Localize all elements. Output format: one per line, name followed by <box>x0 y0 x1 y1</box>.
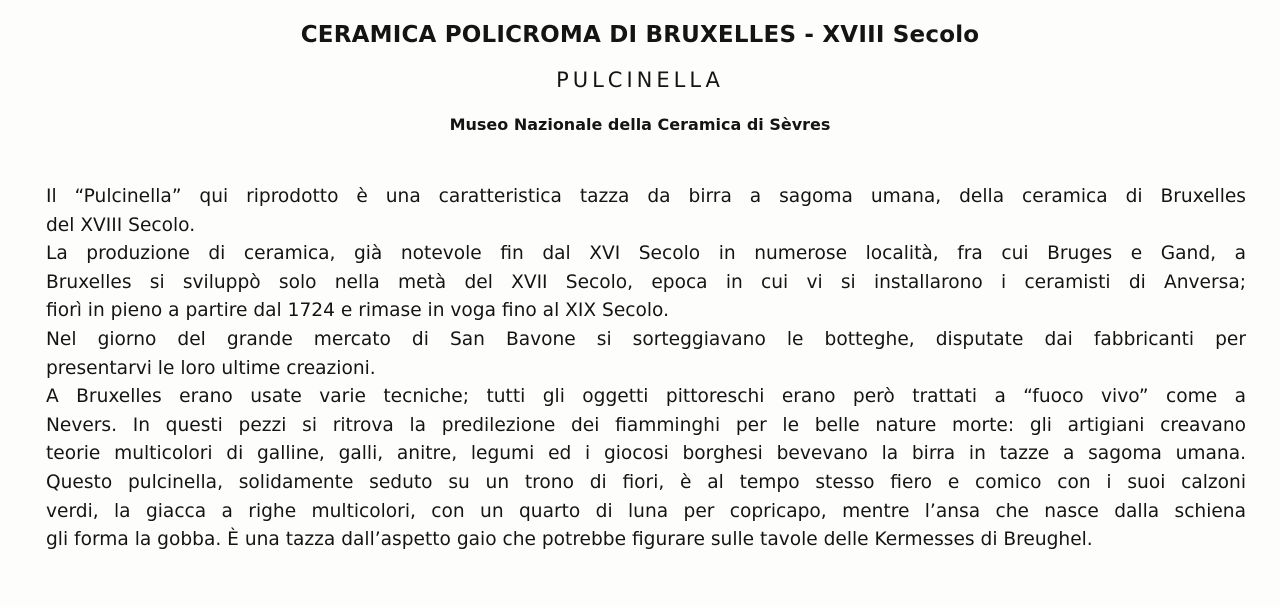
text-line: Questo pulcinella, solidamente seduto su un trono di fiori, è al tempo stesso fiero e comico con i suoi calzoni <box>46 471 1246 493</box>
text-line: teorie multicolori di galline, galli, anitre, legumi ed i giocosi borghesi bevevano la birra in tazze a sagoma umana. <box>46 443 1246 465</box>
document-subtitle: PULCINELLA <box>556 68 724 92</box>
text-line: verdi, la giacca a righe multicolori, con un quarto di luna per copricapo, mentre l’ansa che nasce dalla schiena <box>46 500 1246 522</box>
text-line: Nevers. In questi pezzi si ritrova la predilezione dei fiamminghi per le belle nature morte: gli artigiani creavano <box>46 414 1246 436</box>
text-line: Bruxelles si sviluppò solo nella metà del XVII Secolo, epoca in cui vi si installarono i ceramisti di Anversa; <box>46 271 1246 293</box>
document-title: CERAMICA POLICROMA DI BRUXELLES - XVIII Secolo <box>300 22 980 48</box>
text-line: Il “Pulcinella” qui riprodotto è una caratteristica tazza da birra a sagoma umana, della ceramica di Bruxelles <box>46 186 1246 207</box>
text-line: del XVIII Secolo. <box>46 214 196 236</box>
text-line: Nel giorno del grande mercato di San Bavone si sorteggiavano le botteghe, disputate dai fabbricanti per <box>46 328 1246 350</box>
text-line: A Bruxelles erano usate varie tecniche; tutti gli oggetti pittoreschi erano però trattati a “fuoco vivo” come a <box>46 386 1246 408</box>
text-line: gli forma la gobba. È una tazza dall’aspetto gaio che potrebbe figurare sulle tavole delle Kermesses di Breughel. <box>46 529 1093 551</box>
text-line: La produzione di ceramica, già notevole fin dal XVI Secolo in numerose località, fra cui Bruges e Gand, a <box>46 243 1246 265</box>
text-line: fiorì in pieno a partire dal 1724 e rimase in voga fino al XIX Secolo. <box>46 300 669 322</box>
body-paragraphs <box>46 183 1246 555</box>
text-line: presentarvi le loro ultime creazioni. <box>46 357 376 379</box>
museum-caption: Museo Nazionale della Ceramica di Sèvres <box>449 115 831 134</box>
